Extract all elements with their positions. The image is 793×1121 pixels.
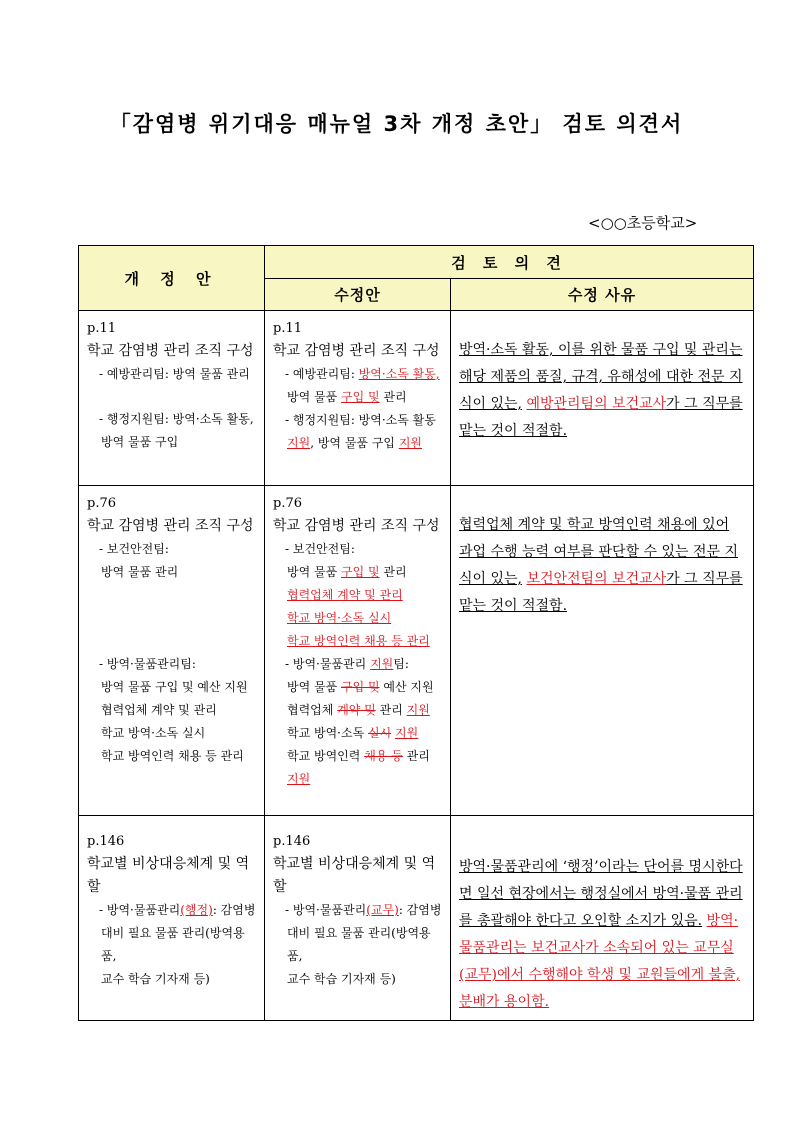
school-name: <○○초등학교> — [588, 214, 698, 232]
list-item: - 방역·물품관리(교무): 감염병 — [285, 903, 442, 917]
page-ref: p.146 — [87, 834, 125, 849]
section-heading: 학교별 비상대응체계 및 역할 — [273, 856, 436, 895]
list-item: 협력업체 계약 및 관리 — [287, 588, 403, 602]
list-item: 학교 방역·소독 실시 — [101, 726, 206, 740]
header-original: 개 정 안 — [79, 246, 265, 311]
page-ref: p.76 — [87, 496, 116, 511]
list-item: 학교 방역인력 채용 등 관리 — [287, 634, 430, 648]
reason-cell — [451, 816, 754, 1021]
reason-highlight: 보건안전팀의 보건교사 — [526, 571, 667, 587]
section-heading: 학교 감염병 관리 조직 구성 — [273, 518, 440, 534]
header-reason: 수정 사유 — [451, 279, 754, 311]
section-heading: 학교 감염병 관리 조직 구성 — [273, 343, 440, 359]
original-cell — [79, 311, 265, 486]
revision-cell — [265, 486, 451, 816]
reason-text: 협력업체 계약 및 학교 방역인력 채용에 있어 과업 수행 능력 여부를 판단할 수 있는 전문 지식이 있는, — [459, 517, 739, 587]
list-item: 방역 물품 관리 — [101, 565, 179, 579]
reason-text: 방역·소독 활동, 이를 위한 물품 구입 및 관리는 해당 제품의 품질, 규격, 유해성에 대한 전문 지식이 있는, — [459, 342, 743, 412]
table-row — [79, 311, 754, 486]
list-item: 교수 학습 기자재 등) — [101, 972, 210, 986]
list-item: 협력업체 계약 및 관리 — [101, 703, 217, 717]
header-revision: 수정안 — [265, 279, 451, 311]
list-item: - 행정지원팀: 방역·소독 활동, — [99, 412, 254, 426]
list-item: - 방역·물품관리팀: — [99, 657, 196, 671]
list-item: 방역 물품 구입 및 예산 지원 — [101, 680, 248, 694]
list-item: - 예방관리팀: 방역 물품 관리 — [99, 367, 250, 381]
reason-text: 가 그 직무를 맡는 것이 적절함. — [459, 571, 743, 614]
list-item: 대비 필요 물품 관리(방역용품, — [287, 926, 431, 963]
list-item: - 보건안전팀: — [285, 542, 355, 556]
reason-text: 가 그 직무를 맡는 것이 적절함. — [459, 396, 743, 439]
list-item: - 보건안전팀: — [99, 542, 169, 556]
page-ref: p.76 — [273, 496, 302, 511]
list-item: 교수 학습 기자재 등) — [287, 972, 396, 986]
section-heading: 학교별 비상대응체계 및 역할 — [87, 856, 250, 895]
list-item: 지원, 방역 물품 구입 지원 — [287, 436, 422, 450]
list-item: - 행정지원팀: 방역·소독 활동 — [285, 413, 436, 427]
list-item: - 방역·물품관리 지원팀: — [285, 657, 409, 671]
list-item: 협력업체 계약 및 관리 지원 — [287, 703, 430, 717]
list-item: 방역 물품 구입 — [101, 435, 179, 449]
page-ref: p.146 — [273, 834, 311, 849]
reason-cell — [451, 486, 754, 816]
list-item: 방역 물품 구입 및 관리 — [287, 390, 407, 404]
reason-cell — [451, 311, 754, 486]
original-cell — [79, 816, 265, 1021]
revision-cell — [265, 311, 451, 486]
review-table — [78, 245, 754, 1021]
list-item: 대비 필요 물품 관리(방역용품, — [101, 926, 245, 963]
section-heading: 학교 감염병 관리 조직 구성 — [87, 343, 254, 359]
page-ref: p.11 — [273, 321, 302, 336]
table-row — [79, 486, 754, 816]
revision-cell — [265, 816, 451, 1021]
list-item: 지원 — [287, 772, 311, 786]
reason-highlight: 예방관리팀의 보건교사 — [526, 396, 667, 412]
section-heading: 학교 감염병 관리 조직 구성 — [87, 518, 254, 534]
reason-highlight: 방역·물품관리는 보건교사가 소속되어 있는 교무실(교무)에서 수행해야 학생 및 교원들에게 불출, 분배가 용이함. — [459, 913, 741, 1010]
document-title: 「감염병 위기대응 매뉴얼 3차 개정 초안」 검토 의견서 — [109, 112, 684, 136]
header-review: 검 토 의 견 — [265, 246, 754, 279]
list-item: - 예방관리팀: 방역·소독 활동, — [285, 367, 440, 381]
reason-text: 방역·물품관리에 ‘행정’이라는 단어를 명시한다면 일선 현장에서는 행정실에서 방역·물품 관리를 총괄해야 한다고 오인할 소지가 있음. — [459, 859, 743, 929]
original-cell — [79, 486, 265, 816]
list-item: 방역 물품 구입 및 관리 — [287, 565, 407, 579]
list-item: 학교 방역·소독 실시 — [287, 611, 392, 625]
list-item: - 방역·물품관리(행정): 감염병 — [99, 903, 256, 917]
table-row — [79, 816, 754, 1021]
page-ref: p.11 — [87, 321, 116, 336]
list-item: 방역 물품 구입 및 예산 지원 — [287, 680, 434, 694]
list-item: 학교 방역인력 채용 등 관리 — [287, 749, 430, 763]
list-item: 학교 방역·소독 실시 지원 — [287, 726, 419, 740]
list-item: 학교 방역인력 채용 등 관리 — [101, 749, 244, 763]
